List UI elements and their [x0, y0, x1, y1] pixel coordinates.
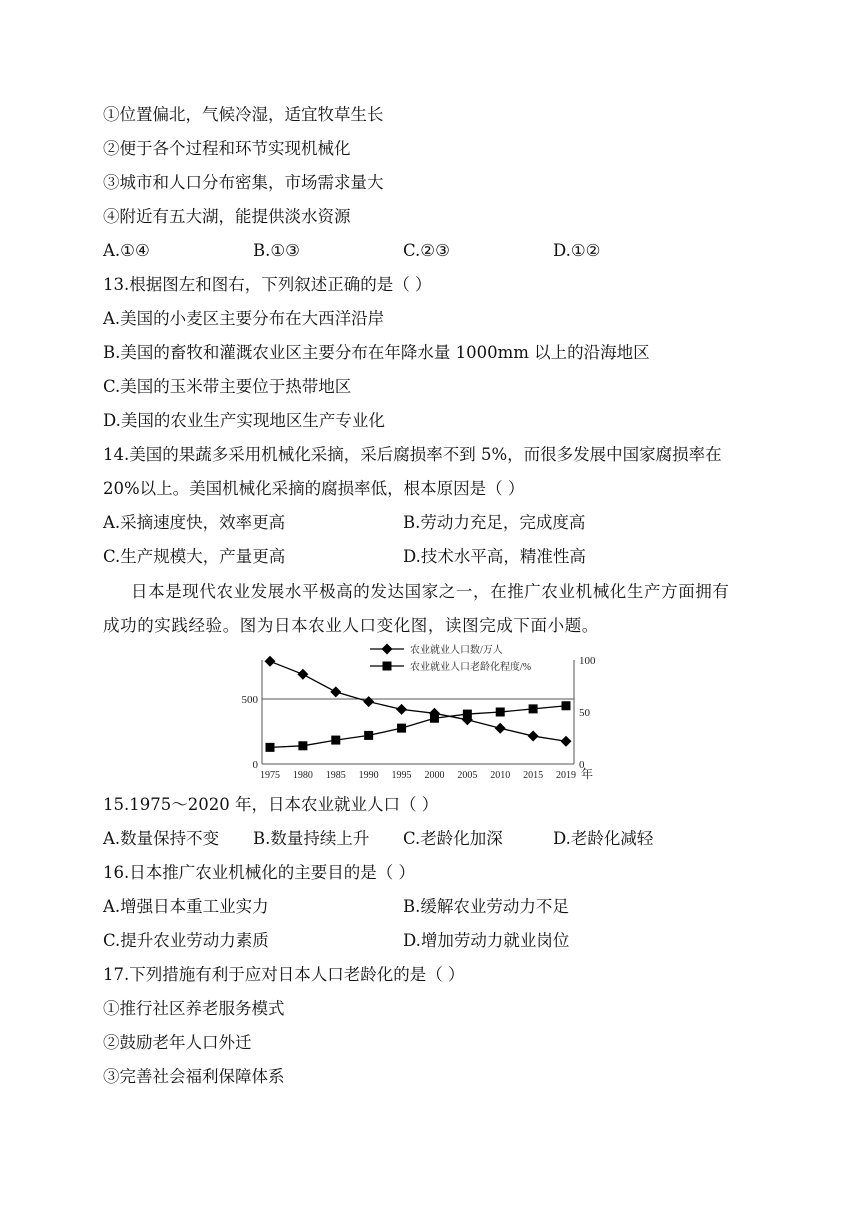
y-left-tick-label: 500 [241, 694, 258, 706]
q17-stem: 17.下列措施有利于应对日本人口老龄化的是（ ） [103, 965, 465, 984]
q13-option-a[interactable]: A.美国的小麦区主要分布在大西洋沿岸 [103, 309, 385, 328]
diamond-marker [297, 669, 308, 680]
intro-line-1: 日本是现代农业发展水平极高的发达国家之一，在推广农业机械化生产方面拥有 [131, 582, 730, 601]
square-marker [298, 741, 307, 750]
q13-stem: 13.根据图左和图右，下列叙述正确的是（ ） [103, 275, 432, 294]
q16-option-d[interactable]: D.增加劳动力就业岗位 [403, 931, 570, 950]
q17-item-2: ②鼓励老年人口外迁 [103, 1033, 252, 1052]
q14-stem-line1: 14.美国的果蔬多采用机械化采摘，采后腐损率不到 5%，而很多发展中国家腐损率在 [103, 445, 722, 464]
legend-label: 农业就业人口老龄化程度/% [410, 662, 532, 673]
q12-option-c[interactable]: C.②③ [403, 241, 450, 260]
diamond-marker [561, 736, 572, 747]
q14-option-c[interactable]: C.生产规模大，产量更高 [103, 547, 286, 566]
q14-option-d[interactable]: D.技术水平高，精准性高 [403, 547, 586, 566]
q14-stem-line2: 20%以上。美国机械化采摘的腐损率低，根本原因是（ ） [103, 479, 525, 498]
diamond-marker [330, 686, 341, 697]
diamond-marker [363, 696, 374, 707]
legend-diamond-marker [382, 644, 393, 655]
q12-option-a[interactable]: A.①④ [103, 241, 150, 260]
q15-option-b[interactable]: B.数量持续上升 [253, 829, 370, 848]
y-left-tick-label: 0 [252, 759, 258, 771]
q12-option-d[interactable]: D.①② [553, 241, 601, 260]
y-right-tick-label: 50 [579, 707, 590, 719]
square-marker [364, 731, 373, 740]
diamond-marker [495, 723, 506, 734]
q14-option-b[interactable]: B.劳动力充足，完成度高 [403, 513, 586, 532]
q12-option-b[interactable]: B.①③ [253, 241, 300, 260]
x-unit-label: 年 [580, 767, 594, 781]
square-marker [496, 708, 505, 717]
q15-option-c[interactable]: C.老龄化加深 [403, 829, 503, 848]
legend-square-marker [383, 662, 392, 671]
y-right-tick-label: 0 [579, 759, 585, 771]
x-tick-label: 2015 [523, 770, 544, 781]
q17-item-3: ③完善社会福利保障体系 [103, 1067, 285, 1086]
x-tick-label: 2010 [490, 770, 511, 781]
legend-label: 农业就业人口数/万人 [410, 645, 503, 656]
q17-item-1: ①推行社区养老服务模式 [103, 999, 285, 1018]
statement-4: ④附近有五大湖，能提供淡水资源 [103, 207, 351, 226]
square-marker [529, 704, 538, 713]
q15-stem: 15.1975～2020 年，日本农业就业人口（ ） [103, 795, 439, 814]
q15-option-a[interactable]: A.数量保持不变 [103, 829, 220, 848]
q13-option-d[interactable]: D.美国的农业生产实现地区生产专业化 [103, 411, 385, 430]
diamond-marker [396, 704, 407, 715]
q16-option-b[interactable]: B.缓解农业劳动力不足 [403, 897, 569, 916]
y-right-tick-label: 100 [579, 655, 596, 667]
q16-option-a[interactable]: A.增强日本重工业实力 [103, 897, 269, 916]
intro-paragraph [103, 575, 763, 643]
intro-line-2: 成功的实践经验。图为日本农业人口变化图，读图完成下面小题。 [103, 616, 599, 635]
series-line [270, 661, 566, 741]
q15-option-d[interactable]: D.老龄化减轻 [553, 829, 654, 848]
x-tick-label: 1975 [260, 770, 280, 781]
q13-option-c[interactable]: C.美国的玉米带主要位于热带地区 [103, 377, 352, 396]
square-marker [266, 743, 275, 752]
square-marker [397, 724, 406, 733]
agriculture-population-chart [226, 640, 616, 786]
statement-1: ①位置偏北，气候冷湿，适宜牧草生长 [103, 105, 384, 124]
q16-option-c[interactable]: C.提升农业劳动力素质 [103, 931, 269, 950]
square-marker [430, 714, 439, 723]
x-tick-label: 2005 [457, 770, 478, 781]
x-tick-label: 2000 [424, 770, 445, 781]
x-tick-label: 1995 [391, 770, 412, 781]
statement-2: ②便于各个过程和环节实现机械化 [103, 139, 351, 158]
x-tick-label: 1980 [292, 770, 313, 781]
x-tick-label: 1985 [325, 770, 346, 781]
square-marker [562, 701, 571, 710]
q14-option-a[interactable]: A.采摘速度快，效率更高 [103, 513, 286, 532]
diamond-marker [528, 731, 539, 742]
q13-option-b[interactable]: B.美国的畜牧和灌溉农业区主要分布在年降水量 1000mm 以上的沿海地区 [103, 343, 650, 362]
square-marker [331, 736, 340, 745]
x-tick-label: 2019 [556, 770, 576, 781]
square-marker [463, 710, 472, 719]
q16-stem: 16.日本推广农业机械化的主要目的是（ ） [103, 863, 415, 882]
statement-3: ③城市和人口分布密集，市场需求量大 [103, 173, 384, 192]
diamond-marker [265, 656, 276, 667]
x-tick-label: 1990 [358, 770, 379, 781]
